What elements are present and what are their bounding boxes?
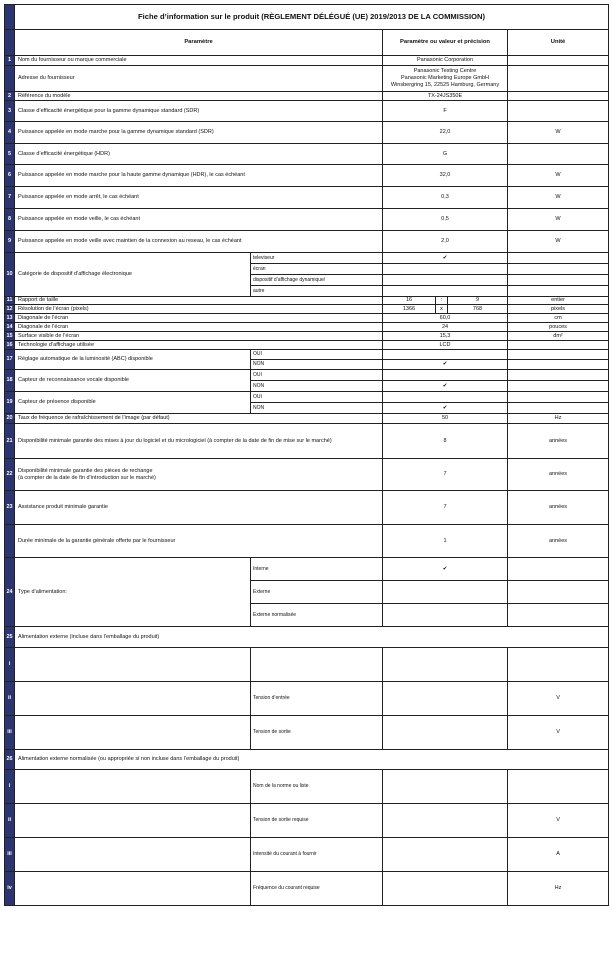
- row-number: 16: [6, 341, 13, 348]
- row-value: Panasonic Corporation: [383, 56, 508, 66]
- row-number: 22: [5, 459, 15, 491]
- sub-row-number: ii: [5, 682, 15, 716]
- row-number: 9: [5, 231, 15, 253]
- column-header-unit: Unité: [508, 30, 609, 56]
- row-number: 2: [5, 92, 15, 101]
- row-value: 22,0: [383, 122, 508, 144]
- row-number: 26: [5, 750, 15, 770]
- sub-row-number: iii: [5, 838, 15, 872]
- row-unit: Hz: [508, 872, 609, 906]
- row-number: 3: [5, 101, 15, 122]
- row-label: Surface visible de l’écran: [15, 332, 383, 341]
- row-number: 5: [5, 144, 15, 165]
- row-value: 1: [383, 525, 508, 558]
- row-unit: V: [508, 804, 609, 838]
- option-label: Externe normalisée: [251, 604, 383, 627]
- product-fiche-table: [4, 4, 609, 906]
- row-unit: pouces: [508, 323, 609, 332]
- row-number: 21: [5, 424, 15, 459]
- row-number: 12: [6, 305, 13, 312]
- resolution-height: 768: [448, 305, 508, 314]
- option-oui: OUI: [251, 350, 383, 360]
- option-label: dispositif d’affichage dynamique/: [251, 275, 383, 286]
- section-label: Alimentation externe (incluse dans l’emballage du produit): [15, 627, 609, 648]
- check-icon: ✔: [383, 558, 508, 581]
- ratio-separator: :: [436, 297, 448, 305]
- sub-row-label: Tension d’entrée: [251, 682, 383, 716]
- row-label: Capteur de présence disponible: [15, 392, 251, 414]
- row-unit: W: [508, 187, 609, 209]
- row-value: 7: [383, 491, 508, 525]
- row-unit: années: [508, 525, 609, 558]
- option-label: televiseur: [251, 253, 383, 264]
- option-label: autre: [251, 286, 383, 297]
- row-unit: A: [508, 838, 609, 872]
- option-label: écran: [251, 264, 383, 275]
- row-number: 24: [5, 558, 15, 627]
- row-label: Réglage automatique de la luminosité (ABC) disponible: [15, 350, 251, 370]
- row-number: 23: [5, 491, 15, 525]
- row-number: 19: [5, 392, 15, 414]
- resolution-separator: x: [436, 305, 448, 314]
- sub-row-label: Intensité du courant à fournir: [251, 838, 383, 872]
- row-value: 60,0: [383, 314, 508, 323]
- row-label: [15, 459, 383, 491]
- section-label: Alimentation externe normalisée (ou appropriée si non incluse dans l’emballage du produit): [15, 750, 609, 770]
- row-label: Diagonale de l’écran: [15, 314, 383, 323]
- row-unit: entier: [508, 297, 609, 305]
- row-value: LCD: [383, 341, 508, 350]
- row-label-line: (à compter de la date de fin d’introduction sur le marché): [18, 474, 156, 481]
- row-number: 15: [6, 332, 13, 339]
- option-non: NON: [251, 403, 383, 414]
- option-oui: OUI: [251, 370, 383, 381]
- row-label: Rapport de taille: [15, 297, 383, 305]
- row-unit: V: [508, 716, 609, 750]
- resolution-width: 1366: [383, 305, 436, 314]
- row-value: 24: [383, 323, 508, 332]
- row-unit: années: [508, 424, 609, 459]
- row-unit: W: [508, 209, 609, 231]
- row-label-line: Disponibilité minimale garantie des pièces de rechange: [18, 467, 153, 474]
- row-value: 8: [383, 424, 508, 459]
- row-value: 0,3: [383, 187, 508, 209]
- row-label: Puissance appelée en mode marche pour la gamme dynamique standard (SDR): [15, 122, 383, 144]
- row-label: Disponibilité minimale garantie des mises à jour du logiciel et du micrologiciel (à compter de la date de fin de mise sur le marché): [15, 424, 383, 459]
- row-label: Taux de fréquence de rafraîchissement de l’image (par défaut): [15, 414, 383, 424]
- check-icon: ✔: [383, 403, 508, 414]
- address-line: Winsbergring 15, 22525 Hamburg, Germany: [390, 81, 500, 88]
- row-unit: cm: [508, 314, 609, 323]
- ratio-width: 16: [383, 297, 436, 305]
- sub-row-number: ii: [5, 804, 15, 838]
- row-value: TX-24JS350E: [383, 92, 508, 101]
- row-label: Durée minimale de la garantie générale offerte par le fournisseur: [15, 525, 383, 558]
- row-number: 4: [5, 122, 15, 144]
- sub-row-label: Nom de la norme ou liste: [251, 770, 383, 804]
- row-number: 13: [6, 314, 13, 321]
- row-number: 25: [5, 627, 15, 648]
- row-label: Capteur de reconnaissance vocale disponible: [15, 370, 251, 392]
- row-value: F: [383, 101, 508, 122]
- row-label: Assistance produit minimale garantie: [15, 491, 383, 525]
- row-unit: pixels: [508, 305, 609, 314]
- check-icon: ✔: [383, 381, 508, 392]
- row-number: 11: [5, 297, 15, 305]
- address-line: Panasonic Marketing Europe GmbH: [400, 75, 490, 82]
- row-unit: dm²: [508, 332, 609, 341]
- page-title: Fiche d’information sur le produit (RÈGLEMENT DÉLÉGUÉ (UE) 2019/2013 DE LA COMMISSION): [15, 5, 609, 30]
- row-label: Référence du modèle: [15, 92, 383, 101]
- row-number: 7: [5, 187, 15, 209]
- sub-row-number: i: [5, 770, 15, 804]
- ratio-height: 9: [448, 297, 508, 305]
- row-unit: V: [508, 682, 609, 716]
- row-number: 8: [5, 209, 15, 231]
- row-value: 0,5: [383, 209, 508, 231]
- column-header-parameter: Paramètre: [15, 30, 383, 56]
- address-line: Panasonic Testing Centre: [413, 68, 477, 75]
- option-oui: OUI: [251, 392, 383, 403]
- option-non: NON: [251, 360, 383, 370]
- sub-row-label: Tension de sortie: [251, 716, 383, 750]
- column-header-value: Paramètre ou valeur et précision: [383, 30, 508, 56]
- sub-row-label: Tension de sortie requise: [251, 804, 383, 838]
- row-label: Puissance appelée en mode veille avec maintien de la connexion au reseau, le cas échéant: [15, 231, 383, 253]
- row-value: 32,0: [383, 165, 508, 187]
- supplier-address: [383, 66, 508, 92]
- row-unit: années: [508, 459, 609, 491]
- check-icon: ✔: [383, 360, 508, 370]
- row-number: 14: [6, 323, 13, 330]
- row-label: Résolution de l’écran (pixels): [15, 305, 383, 314]
- row-value: 2,0: [383, 231, 508, 253]
- row-unit: W: [508, 122, 609, 144]
- sub-row-number: iv: [5, 872, 15, 906]
- row-number: 1: [5, 56, 15, 66]
- sub-row-label: Fréquence du courant requise: [251, 872, 383, 906]
- sub-row-number: i: [5, 648, 15, 682]
- row-value: G: [383, 144, 508, 165]
- row-number: 17: [5, 350, 15, 370]
- row-number: 10: [5, 253, 15, 297]
- row-unit: années: [508, 491, 609, 525]
- row-value: 7: [383, 459, 508, 491]
- row-label: Technologie d’affichage utilisée: [15, 341, 383, 350]
- row-number: 18: [5, 370, 15, 392]
- row-label: Puissance appelée en mode veille, le cas échéant: [15, 209, 383, 231]
- row-number: 20: [5, 414, 15, 424]
- row-label: Diagonale de l’écran: [15, 323, 383, 332]
- sub-row-number: iii: [5, 716, 15, 750]
- row-unit: Hz: [508, 414, 609, 424]
- check-icon: ✔: [383, 253, 508, 264]
- row-label: Puissance appelée en mode arrêt, le cas échéant: [15, 187, 383, 209]
- row-label: Classe d’efficacité énergétique pour la gamme dynamique standard (SDR): [15, 101, 383, 122]
- option-non: NON: [251, 381, 383, 392]
- row-label: Catégorie de dispositif d’affichage électronique: [15, 253, 251, 297]
- row-label: Nom du fournisseur ou marque commerciale: [15, 56, 383, 66]
- row-label: Type d’alimentation:: [15, 558, 251, 627]
- option-label: Interne: [251, 558, 383, 581]
- option-label: Externe: [251, 581, 383, 604]
- row-number: 6: [5, 165, 15, 187]
- row-label: Adresse du fournisseur: [15, 66, 383, 92]
- row-value: 15,3: [383, 332, 508, 341]
- row-label: Classe d’efficacité énergétique (HDR): [15, 144, 383, 165]
- row-label: Puissance appelée en mode marche pour la haute gamme dynamique (HDR), le cas échéant: [15, 165, 383, 187]
- row-unit: W: [508, 231, 609, 253]
- row-value: 50: [383, 414, 508, 424]
- row-unit: W: [508, 165, 609, 187]
